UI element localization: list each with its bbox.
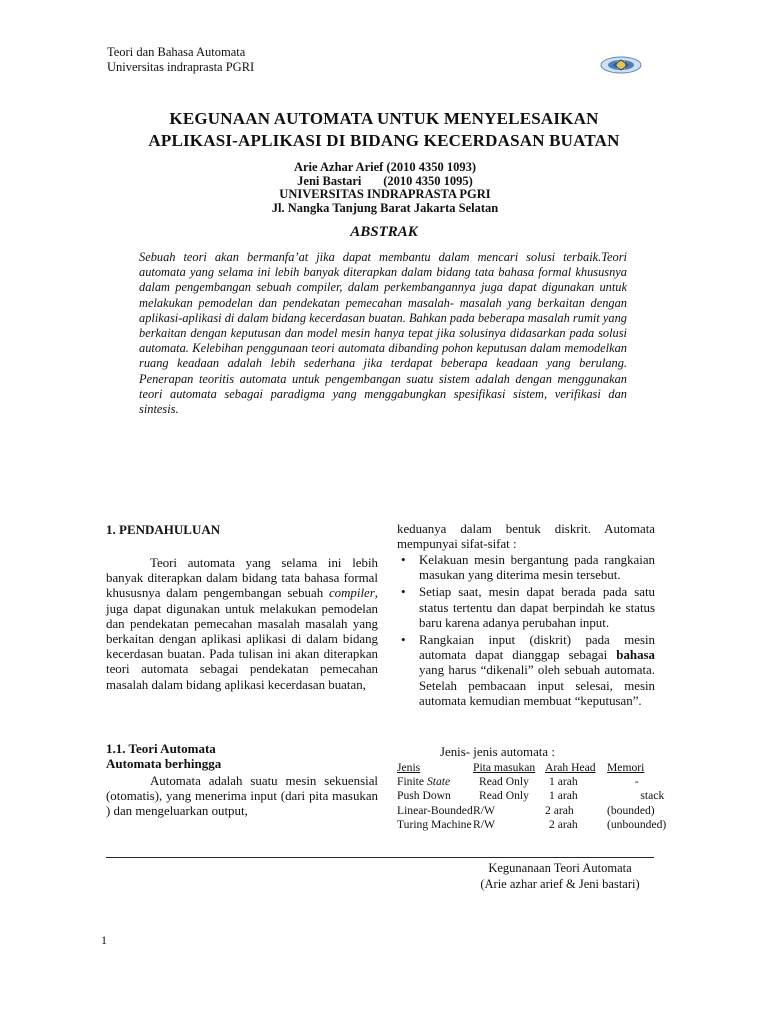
term-bahasa: bahasa	[616, 648, 655, 663]
col-header-jenis: Jenis	[397, 761, 421, 774]
property-list	[397, 553, 655, 711]
table-header-row	[397, 761, 666, 775]
author-1: Arie Azhar Arief (2010 4350 1093)	[293, 160, 477, 174]
table-row: Finite State Read Only 1 arah -	[397, 775, 639, 789]
course-name: Teori dan Bahasa Automata	[107, 45, 246, 59]
running-footer	[474, 860, 646, 892]
abstract-heading: ABSTRAK	[350, 224, 418, 240]
title-line-2: APLIKASI-APLIKASI DI BIDANG KECERDASAN BUATAN	[148, 131, 620, 150]
section-1-heading: 1. PENDAHULUAN	[106, 522, 221, 537]
subsection-heading: 1.1. Teori Automata Automata berhingga	[106, 741, 378, 771]
page-number: 1	[101, 933, 107, 947]
automata-types-table	[397, 761, 666, 832]
university-name: Universitas indraprasta PGRI	[107, 60, 255, 74]
section-1-paragraph: Teori automata yang selama ini lebih banyak diterapkan dalam bidang tata bahasa formal khususnya dalam pengembangan sebuah compiler, juga dapat digunakan untuk melakukan pemodelan dan pendekatan pemecahan masalah masalah yang berkaitan dengan aplikasi aplikasi di dalam bidang kecerdasan buatan. Pada tulisan ini akan diterapkan teori automata sebagai pendekatan pemecahan masalah dalam bidang aplikasi kecerdasan buatan,	[106, 556, 378, 692]
col-header-arah: Arah Head	[545, 761, 596, 774]
running-header	[107, 45, 254, 75]
types-heading: Jenis- jenis automata :	[440, 745, 555, 759]
institution: UNIVERSITAS INDRAPRASTA PGRI	[279, 187, 491, 201]
university-logo-icon	[600, 56, 642, 74]
list-item: • Kelakuan mesin bergantung pada rangkaian masukan yang diterima mesin tersebut.	[401, 553, 655, 583]
footer-authors: (Arie azhar arief & Jeni bastari)	[480, 877, 640, 891]
col-header-memori: Memori	[607, 761, 645, 774]
title-line-1: KEGUNAAN AUTOMATA UNTUK MENYELESAIKAN	[169, 109, 599, 128]
author-block	[180, 161, 590, 215]
paper-title	[100, 108, 668, 152]
table-row: Push Down Read Only 1 arah stack	[397, 789, 665, 803]
list-item: • Rangkaian input (diskrit) pada mesin automata dapat dianggap sebagai bahasa yang harus “dikenali” oleh sebuah automata. Setelah pembacaan input selesai, mesin automata kemudian membuat “keputusan”.	[401, 633, 655, 708]
subsubsection-heading: Automata berhingga	[106, 756, 222, 772]
table-row: Turing Machine R/W 2 arah (unbounded)	[397, 817, 667, 831]
footer-divider	[106, 857, 654, 858]
author-2: Jeni Bastari (2010 4350 1095)	[297, 173, 473, 188]
abstract-text: Sebuah teori akan bermanfa’at jika dapat membantu dalam mencari solusi terbaik.Teori automata yang selama ini lebih banyak diterapkan dalam bidang tata bahasa formal khususnya dalam pengembangan sebuah compiler, dalam perkembangannya juga dapat digunakan untuk melakukan pemodelan dan pendekatan pemecahan masalah- masalah yang berkaitan dengan aplikasi-aplikasi di dalam bidang kecerdasan buatan. Bahkan pada beberapa masalah rumit yang berkaitan dengan keputusan dan model mesin hanya tepat jika solusinya didasarkan pada solusi automata. Kelebihan penggunaan teori automata dibanding pohon keputusan dalam memodelkan ruang keadaan adalah lebih sederhana jika terdapat beberapa keadaan yang berulang. Penerapan teoritis automata untuk pengembangan suatu sistem adalah dengan menggunakan teori automata sebagai paradigma yang menggabungkan spesifikasi sistem, verifikasi dan sintesis.	[139, 250, 627, 417]
table-row: Linear-Bounded R/W 2 arah (bounded)	[397, 803, 655, 817]
automata-paragraph: Automata adalah suatu mesin sekuensial (otomatis), yang menerima input (dari pita masukan ) dan mengeluarkan output,	[106, 774, 378, 819]
footer-title: Kegunanaan Teori Automata	[488, 861, 632, 875]
col-header-pita: Pita masukan	[473, 761, 536, 774]
list-item: • Setiap saat, mesin dapat berada pada satu status tertentu dan dapat berpindah ke status baru karena adanya perubahan input.	[401, 585, 655, 630]
term-compiler: compiler	[328, 586, 375, 601]
right-intro: keduanya dalam bentuk diskrit. Automata mempunyai sifat-sifat :	[397, 522, 655, 552]
address: Jl. Nangka Tanjung Barat Jakarta Selatan	[271, 200, 499, 215]
